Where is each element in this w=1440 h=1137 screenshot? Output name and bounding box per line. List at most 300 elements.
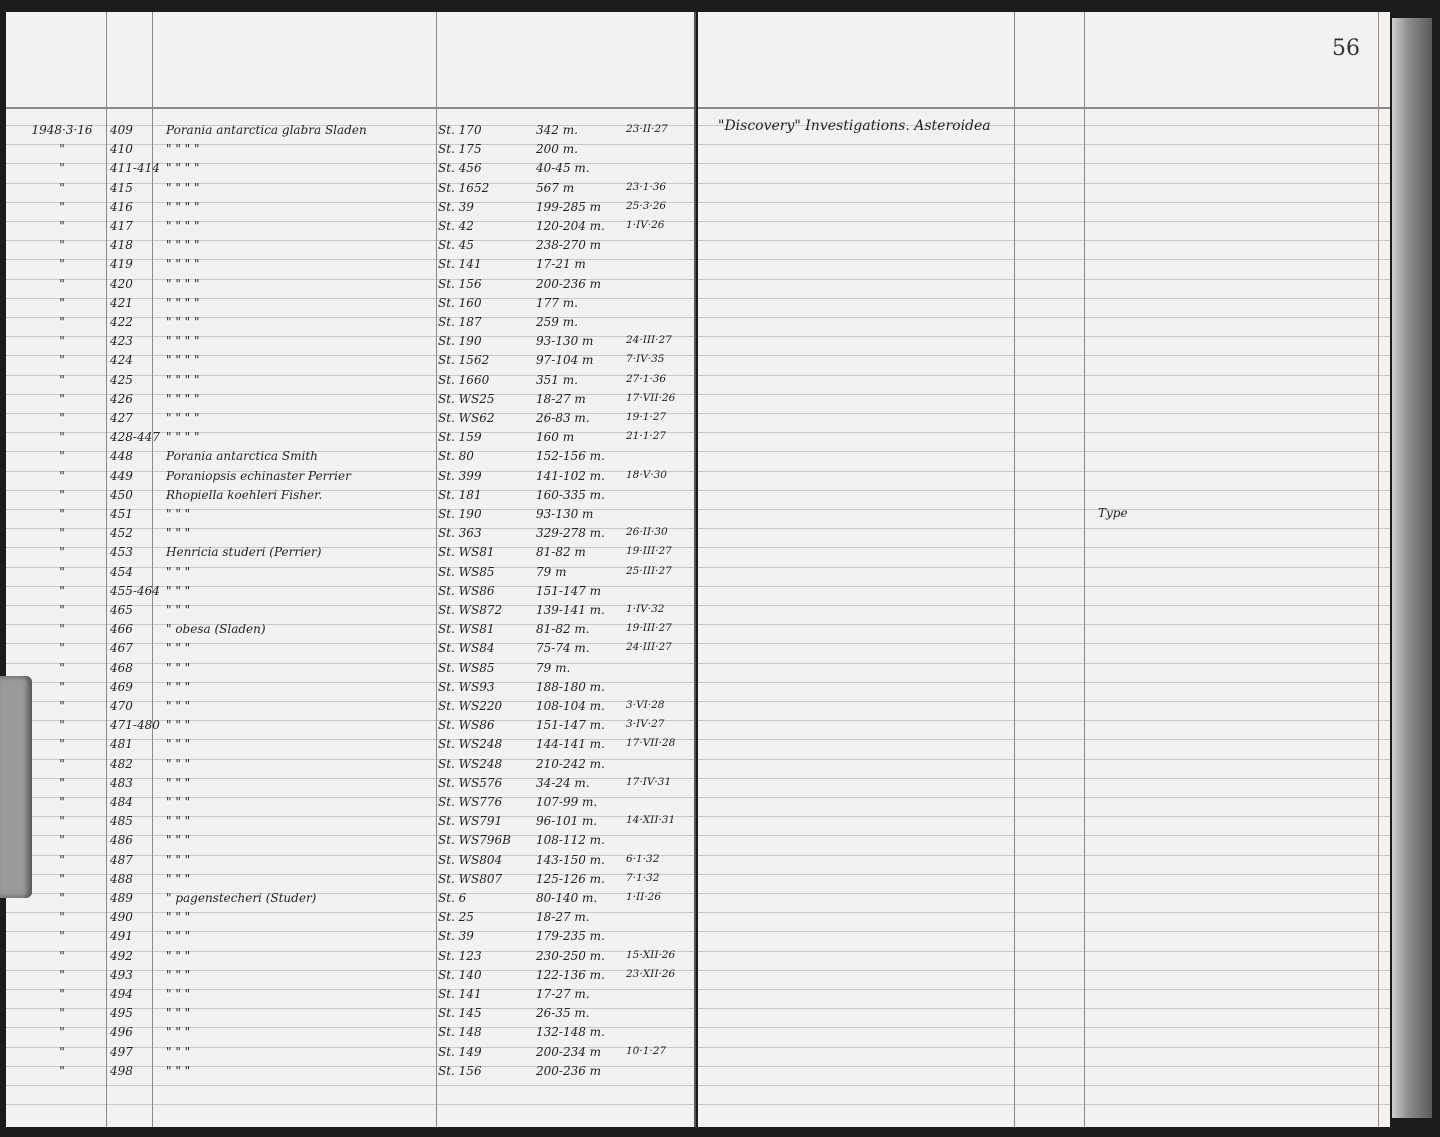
cell-name: " " " — [166, 699, 191, 713]
cell-depth: 107-99 m. — [536, 795, 598, 809]
cell-date: " — [59, 872, 65, 886]
cell-date: " — [59, 968, 65, 982]
cell-no: 467 — [110, 641, 133, 655]
cell-when: 17·VII·28 — [626, 737, 676, 749]
cell-st: St. 141 — [438, 257, 482, 271]
cell-no: 466 — [110, 622, 133, 636]
cell-depth: 93-130 m — [536, 334, 594, 348]
ruled-line — [698, 816, 1390, 817]
ruled-line — [698, 547, 1390, 548]
cell-date: " — [59, 161, 65, 175]
table-row — [6, 277, 694, 295]
ruled-line — [698, 989, 1390, 990]
ruled-line — [698, 970, 1390, 971]
cell-date: " — [59, 661, 65, 675]
table-row — [6, 296, 694, 314]
cell-no: 484 — [110, 795, 133, 809]
cell-date: " — [59, 641, 65, 655]
cell-date: " — [59, 891, 65, 905]
cell-st: St. WS62 — [438, 411, 495, 425]
cell-st: St. WS85 — [438, 661, 495, 675]
cell-name: " " " — [166, 949, 191, 963]
cell-date: " — [59, 718, 65, 732]
cell-st: St. WS807 — [438, 872, 503, 886]
table-row — [6, 200, 694, 218]
column-divider — [1014, 12, 1015, 1127]
cell-date: " — [59, 411, 65, 425]
cell-st: St. WS776 — [438, 795, 503, 809]
ruled-line — [698, 835, 1390, 836]
ruled-line — [698, 1027, 1390, 1028]
cell-name: " " " — [166, 929, 191, 943]
cell-date: " — [59, 373, 65, 387]
cell-depth: 177 m. — [536, 296, 578, 310]
cell-when: 27·1·36 — [626, 373, 667, 385]
table-row — [6, 469, 694, 487]
cell-when: 24·III·27 — [626, 641, 672, 653]
table-row — [6, 833, 694, 851]
cell-st: St. 187 — [438, 315, 482, 329]
ruled-line — [698, 317, 1390, 318]
cell-st: St. WS248 — [438, 757, 503, 771]
cell-st: St. 1562 — [438, 353, 490, 367]
cell-st: St. WS796B — [438, 833, 511, 847]
cell-no: 496 — [110, 1025, 133, 1039]
cell-date: " — [59, 603, 65, 617]
cell-when: 18·V·30 — [626, 469, 667, 481]
cell-depth: 567 m — [536, 181, 575, 195]
cell-date: " — [59, 1045, 65, 1059]
ruled-line — [698, 240, 1390, 241]
cell-depth: 108-112 m. — [536, 833, 605, 847]
cell-date: " — [59, 699, 65, 713]
cell-date: " — [59, 334, 65, 348]
cell-no: 410 — [110, 142, 133, 156]
cell-date: " — [59, 181, 65, 195]
ruled-line — [698, 375, 1390, 376]
table-row — [6, 238, 694, 256]
table-row — [6, 795, 694, 813]
cell-no: 469 — [110, 680, 133, 694]
table-row — [6, 929, 694, 947]
cell-name: " " " — [166, 833, 191, 847]
index-tab — [0, 676, 32, 898]
cell-st: St. WS220 — [438, 699, 503, 713]
cell-date: " — [59, 545, 65, 559]
cell-date: " — [59, 1025, 65, 1039]
ruled-line — [698, 413, 1390, 414]
cell-when: 21·1·27 — [626, 430, 667, 442]
table-row — [6, 161, 694, 179]
cell-when: 19·1·27 — [626, 411, 667, 423]
cell-when: 23·II·27 — [626, 123, 668, 135]
cell-no: 485 — [110, 814, 133, 828]
cell-date: " — [59, 584, 65, 598]
cell-no: 419 — [110, 257, 133, 271]
ruled-line — [698, 567, 1390, 568]
cell-name: Rhopiella koehleri Fisher. — [166, 488, 323, 502]
ruled-line — [698, 586, 1390, 587]
cell-no: 451 — [110, 507, 133, 521]
cell-no: 417 — [110, 219, 133, 233]
column-divider — [1084, 12, 1085, 1127]
ruled-line — [6, 1085, 694, 1086]
ruled-line — [698, 701, 1390, 702]
table-row — [6, 603, 694, 621]
cell-st: St. 39 — [438, 200, 474, 214]
table-row — [6, 373, 694, 391]
ruled-line — [698, 490, 1390, 491]
cell-st: St. 160 — [438, 296, 482, 310]
cell-no: 498 — [110, 1064, 133, 1078]
cell-depth: 199-285 m — [536, 200, 602, 214]
table-row — [6, 757, 694, 775]
cell-when: 24·III·27 — [626, 334, 672, 346]
cell-date: " — [59, 238, 65, 252]
ruled-line — [698, 355, 1390, 356]
cell-name: Henricia studeri (Perrier) — [166, 545, 322, 559]
cell-st: St. 399 — [438, 469, 482, 483]
cell-when: 7·IV·35 — [626, 353, 665, 365]
cell-date: " — [59, 929, 65, 943]
cell-no: 492 — [110, 949, 133, 963]
table-row — [6, 622, 694, 640]
cell-name: " " " — [166, 680, 191, 694]
cell-depth: 97-104 m — [536, 353, 594, 367]
cell-st: St. WS85 — [438, 565, 495, 579]
header-rule — [698, 107, 1390, 109]
cell-date: " — [59, 853, 65, 867]
table-row — [6, 680, 694, 698]
cell-depth: 81-82 m. — [536, 622, 590, 636]
cell-name: " " " — [166, 853, 191, 867]
cell-no: 452 — [110, 526, 133, 540]
cell-depth: 81-82 m — [536, 545, 586, 559]
cell-name: " " " " — [166, 181, 200, 195]
cell-st: St. 39 — [438, 929, 474, 943]
cell-depth: 160 m — [536, 430, 575, 444]
ruled-line — [698, 509, 1390, 510]
ruled-line — [698, 183, 1390, 184]
cell-depth: 200-236 m — [536, 1064, 602, 1078]
cell-depth: 79 m. — [536, 661, 571, 675]
cell-depth: 17-21 m — [536, 257, 586, 271]
cell-st: St. 159 — [438, 430, 482, 444]
cell-when: 25·3·26 — [626, 200, 667, 212]
cell-when: 1·IV·26 — [626, 219, 665, 231]
cell-no: 448 — [110, 449, 133, 463]
cell-when: 3·VI·28 — [626, 699, 665, 711]
cell-depth: 141-102 m. — [536, 469, 605, 483]
cell-depth: 329-278 m. — [536, 526, 605, 540]
cell-st: St. WS84 — [438, 641, 495, 655]
cell-when: 23·1·36 — [626, 181, 667, 193]
ruled-line — [6, 1104, 694, 1105]
cell-st: St. 123 — [438, 949, 482, 963]
table-row — [6, 872, 694, 890]
ruled-line — [698, 432, 1390, 433]
cell-st: St. WS804 — [438, 853, 503, 867]
cell-name: Porania antarctica glabra Sladen — [166, 123, 367, 137]
cell-when: 17·VII·26 — [626, 392, 676, 404]
cell-no: 470 — [110, 699, 133, 713]
ruled-line — [698, 394, 1390, 395]
ruled-line — [698, 1047, 1390, 1048]
cell-st: St. WS25 — [438, 392, 495, 406]
cell-name: " " " " — [166, 200, 200, 214]
cell-when: 1·IV·32 — [626, 603, 665, 615]
ruled-line — [698, 1104, 1390, 1105]
cell-no: 465 — [110, 603, 133, 617]
ruled-line — [698, 931, 1390, 932]
cell-name: " " " " — [166, 296, 200, 310]
cell-depth: 18-27 m. — [536, 910, 590, 924]
cell-depth: 144-141 m. — [536, 737, 605, 751]
page-number: 56 — [1332, 36, 1360, 61]
cell-depth: 17-27 m. — [536, 987, 590, 1001]
ruled-line — [698, 259, 1390, 260]
cell-name: " " " — [166, 795, 191, 809]
cell-name: Poraniopsis echinaster Perrier — [166, 469, 351, 483]
cell-depth: 259 m. — [536, 315, 578, 329]
cell-name: " " " — [166, 1025, 191, 1039]
table-row — [6, 181, 694, 199]
cell-st: St. WS93 — [438, 680, 495, 694]
cell-when: 6·1·32 — [626, 853, 660, 865]
cell-st: St. 363 — [438, 526, 482, 540]
ruled-line — [698, 855, 1390, 856]
table-row — [6, 315, 694, 333]
table-row — [6, 449, 694, 467]
cell-no: 453 — [110, 545, 133, 559]
cell-depth: 230-250 m. — [536, 949, 605, 963]
cell-date: " — [59, 430, 65, 444]
cell-name: " " " — [166, 987, 191, 1001]
cell-depth: 132-148 m. — [536, 1025, 605, 1039]
cell-depth: 108-104 m. — [536, 699, 605, 713]
cell-st: St. 140 — [438, 968, 482, 982]
table-row — [6, 1006, 694, 1024]
cell-name: " " " — [166, 526, 191, 540]
cell-no: 481 — [110, 737, 133, 751]
ruled-line — [698, 797, 1390, 798]
cell-name: " " " — [166, 1045, 191, 1059]
cell-no: 454 — [110, 565, 133, 579]
cell-st: St. WS81 — [438, 545, 495, 559]
table-row — [6, 565, 694, 583]
cell-name: " pagenstecheri (Studer) — [166, 891, 317, 905]
cell-name: " " " " — [166, 373, 200, 387]
cell-no: 450 — [110, 488, 133, 502]
cell-no: 471-480 — [110, 718, 160, 732]
cell-no: 483 — [110, 776, 133, 790]
cell-date: " — [59, 469, 65, 483]
cell-no: 497 — [110, 1045, 133, 1059]
cell-name: " " " — [166, 603, 191, 617]
cell-st: St. WS576 — [438, 776, 503, 790]
cell-date: " — [59, 315, 65, 329]
cell-st: St. 25 — [438, 910, 474, 924]
cell-no: 491 — [110, 929, 133, 943]
cell-name: " " " — [166, 641, 191, 655]
cell-name: " " " " — [166, 257, 200, 271]
margin-line — [1378, 12, 1379, 1127]
cell-no: 488 — [110, 872, 133, 886]
cell-date: " — [59, 795, 65, 809]
cell-name: " " " — [166, 1006, 191, 1020]
cell-st: St. 1660 — [438, 373, 490, 387]
cell-depth: 200 m. — [536, 142, 578, 156]
table-row — [6, 488, 694, 506]
ruled-line — [698, 202, 1390, 203]
cell-st: St. 42 — [438, 219, 474, 233]
cell-when: 10·1·27 — [626, 1045, 667, 1057]
cell-date: " — [59, 757, 65, 771]
table-row — [6, 411, 694, 429]
ruled-line — [698, 663, 1390, 664]
cell-st: St. 170 — [438, 123, 482, 137]
ruled-line — [698, 144, 1390, 145]
ruled-line — [698, 951, 1390, 952]
table-row — [6, 1025, 694, 1043]
cell-depth: 80-140 m. — [536, 891, 598, 905]
table-row — [6, 814, 694, 832]
cell-date: " — [59, 1064, 65, 1078]
ruled-line — [698, 759, 1390, 760]
cell-st: St. WS86 — [438, 718, 495, 732]
cell-name: " " " — [166, 584, 191, 598]
cell-no: 425 — [110, 373, 133, 387]
table-row — [6, 891, 694, 909]
cell-date: 1948·3·16 — [31, 123, 93, 137]
table-row — [6, 1064, 694, 1082]
table-row — [6, 219, 694, 237]
table-row — [6, 584, 694, 602]
type-note: Type — [1098, 506, 1128, 520]
right-page — [698, 12, 1390, 1127]
cell-st: St. 190 — [438, 334, 482, 348]
cell-no: 493 — [110, 968, 133, 982]
cell-when: 3·IV·27 — [626, 718, 665, 730]
table-row — [6, 507, 694, 525]
page-heading: "Discovery" Investigations. Asteroidea — [718, 118, 991, 134]
cell-date: " — [59, 814, 65, 828]
left-page — [6, 12, 696, 1127]
cell-depth: 351 m. — [536, 373, 578, 387]
table-row — [6, 737, 694, 755]
table-row — [6, 641, 694, 659]
cell-st: St. 1652 — [438, 181, 490, 195]
cell-date: " — [59, 200, 65, 214]
cell-depth: 75-74 m. — [536, 641, 590, 655]
table-row — [6, 776, 694, 794]
cell-date: " — [59, 142, 65, 156]
cell-st: St. 181 — [438, 488, 482, 502]
cell-no: 482 — [110, 757, 133, 771]
cell-st: St. 175 — [438, 142, 482, 156]
cell-depth: 160-335 m. — [536, 488, 605, 502]
cell-date: " — [59, 488, 65, 502]
cell-when: 25·III·27 — [626, 565, 672, 577]
cell-date: " — [59, 987, 65, 1001]
cell-no: 418 — [110, 238, 133, 252]
ruled-line — [698, 451, 1390, 452]
cell-when: 26·II·30 — [626, 526, 668, 538]
cell-name: Porania antarctica Smith — [166, 449, 318, 463]
ruled-line — [698, 1085, 1390, 1086]
cell-st: St. 6 — [438, 891, 467, 905]
cell-no: 490 — [110, 910, 133, 924]
cell-no: 427 — [110, 411, 133, 425]
cell-when: 14·XII·31 — [626, 814, 676, 826]
cell-date: " — [59, 1006, 65, 1020]
cell-st: St. 145 — [438, 1006, 482, 1020]
cell-no: 426 — [110, 392, 133, 406]
cell-when: 19·III·27 — [626, 622, 672, 634]
cell-date: " — [59, 392, 65, 406]
ruled-line — [698, 471, 1390, 472]
cell-st: St. WS248 — [438, 737, 503, 751]
cell-date: " — [59, 219, 65, 233]
cell-no: 409 — [110, 123, 133, 137]
table-row — [6, 545, 694, 563]
cell-name: " " " — [166, 565, 191, 579]
cell-name: " " " " — [166, 315, 200, 329]
cell-st: St. 156 — [438, 1064, 482, 1078]
cell-depth: 179-235 m. — [536, 929, 605, 943]
cell-depth: 143-150 m. — [536, 853, 605, 867]
cell-depth: 139-141 m. — [536, 603, 605, 617]
table-row — [6, 910, 694, 928]
cell-st: St. 45 — [438, 238, 474, 252]
cell-st: St. WS791 — [438, 814, 503, 828]
cell-name: " " " — [166, 718, 191, 732]
cell-depth: 238-270 m — [536, 238, 602, 252]
ruled-line — [698, 739, 1390, 740]
cell-name: " " " " — [166, 353, 200, 367]
cell-no: 411-414 — [110, 161, 160, 175]
cell-depth: 151-147 m. — [536, 718, 605, 732]
cell-date: " — [59, 296, 65, 310]
cell-name: " " " — [166, 1064, 191, 1078]
cell-no: 449 — [110, 469, 133, 483]
cell-when: 7·1·32 — [626, 872, 660, 884]
cell-date: " — [59, 353, 65, 367]
cell-depth: 200-236 m — [536, 277, 602, 291]
table-row — [6, 1045, 694, 1063]
cell-name: " " " " — [166, 219, 200, 233]
table-row — [6, 987, 694, 1005]
ruled-line — [698, 528, 1390, 529]
cell-depth: 151-147 m — [536, 584, 602, 598]
ruled-line — [698, 874, 1390, 875]
ruled-line — [698, 720, 1390, 721]
table-row — [6, 853, 694, 871]
cell-depth: 342 m. — [536, 123, 578, 137]
table-row — [6, 353, 694, 371]
cell-no: 421 — [110, 296, 133, 310]
ruled-line — [698, 163, 1390, 164]
cell-depth: 79 m — [536, 565, 567, 579]
cell-date: " — [59, 833, 65, 847]
cell-depth: 40-45 m. — [536, 161, 590, 175]
table-row — [6, 949, 694, 967]
cell-depth: 18-27 m — [536, 392, 586, 406]
cell-st: St. 149 — [438, 1045, 482, 1059]
ruled-line — [698, 893, 1390, 894]
cell-when: 1·II·26 — [626, 891, 662, 903]
cell-no: 416 — [110, 200, 133, 214]
